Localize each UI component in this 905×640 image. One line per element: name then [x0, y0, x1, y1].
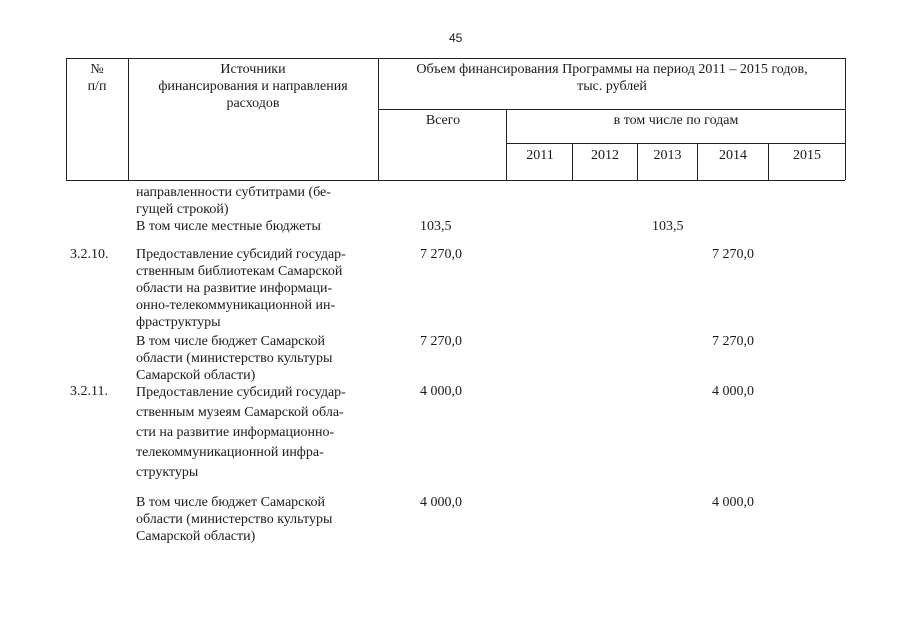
- row-total: 4 000,0: [420, 495, 462, 510]
- row-text: [136, 494, 372, 545]
- header-volume-line: тыс. рублей: [577, 79, 647, 94]
- row-number: 3.2.11.: [70, 384, 108, 399]
- header-source: [130, 61, 376, 112]
- row-value-2014: 4 000,0: [712, 384, 754, 399]
- header-year-2011: 2011: [526, 148, 554, 163]
- row-text-line: Самарской области): [136, 368, 256, 383]
- row-total: 7 270,0: [420, 334, 462, 349]
- header-year-2013: 2013: [653, 148, 682, 163]
- row-text: [136, 383, 372, 483]
- row-text-line: ственным музеям Самарской обла-: [136, 405, 344, 420]
- row-text-line: области (министерство культуры: [136, 512, 333, 527]
- row-text: [136, 333, 372, 384]
- row-text: [136, 218, 372, 235]
- border-num: [128, 58, 129, 180]
- border-right: [845, 58, 846, 180]
- row-text-line: В том числе местные бюджеты: [136, 219, 321, 234]
- header-source-line: расходов: [226, 96, 280, 111]
- row-text-line: Предоставление субсидий государ-: [136, 247, 346, 262]
- header-year-2012: 2012: [591, 148, 619, 163]
- header-number-line: п/п: [87, 79, 107, 94]
- border-total: [506, 109, 507, 180]
- row-text-line: области (министерство культуры: [136, 351, 333, 366]
- header-including-by-years: в том числе по годам: [613, 113, 739, 128]
- header-year-2014: 2014: [719, 148, 747, 163]
- row-value-2014: 4 000,0: [712, 495, 754, 510]
- row-total: 7 270,0: [420, 247, 462, 262]
- header-number: [66, 61, 128, 95]
- header-bottom-border: [66, 180, 845, 181]
- header-volume: [380, 61, 844, 95]
- row-text-line: В том числе бюджет Самарской: [136, 495, 325, 510]
- row-value-2013: 103,5: [652, 219, 684, 234]
- row-text-line: онно-телекоммуникационной ин-: [136, 298, 336, 313]
- header-source-line: Источники: [220, 62, 286, 77]
- row-text-line: В том числе бюджет Самарской: [136, 334, 325, 349]
- border-source: [378, 58, 379, 180]
- row-total: 4 000,0: [420, 384, 462, 399]
- years-divider: [506, 143, 845, 144]
- row-text-line: фраструктуры: [136, 315, 221, 330]
- page-number: 45: [449, 31, 463, 45]
- row-text-line: области на развитие информаци-: [136, 281, 333, 296]
- row-value-2014: 7 270,0: [712, 247, 754, 262]
- row-text-line: гущей строкой): [136, 202, 229, 217]
- row-text: [136, 246, 372, 331]
- row-text: [136, 184, 372, 218]
- row-total: 103,5: [420, 219, 452, 234]
- header-total: Всего: [425, 113, 461, 128]
- row-text-line: направленности субтитрами (бе-: [136, 185, 331, 200]
- row-text-line: структуры: [136, 465, 199, 480]
- header-source-line: финансирования и направления: [158, 79, 348, 94]
- row-text-line: Предоставление субсидий государ-: [136, 385, 346, 400]
- header-divider: [378, 109, 845, 110]
- header-volume-line: Объем финансирования Программы на период 2011 – 2015 годов,: [416, 62, 808, 77]
- table-top-border: [66, 58, 845, 59]
- header-year-2015: 2015: [793, 148, 821, 163]
- row-text-line: ственным библиотекам Самарской: [136, 264, 343, 279]
- row-number: 3.2.10.: [70, 247, 109, 262]
- header-number-line: №: [90, 62, 104, 77]
- row-text-line: телекоммуникационной инфра-: [136, 445, 324, 460]
- row-text-line: сти на развитие информационно-: [136, 425, 335, 440]
- row-value-2014: 7 270,0: [712, 334, 754, 349]
- row-text-line: Самарской области): [136, 529, 256, 544]
